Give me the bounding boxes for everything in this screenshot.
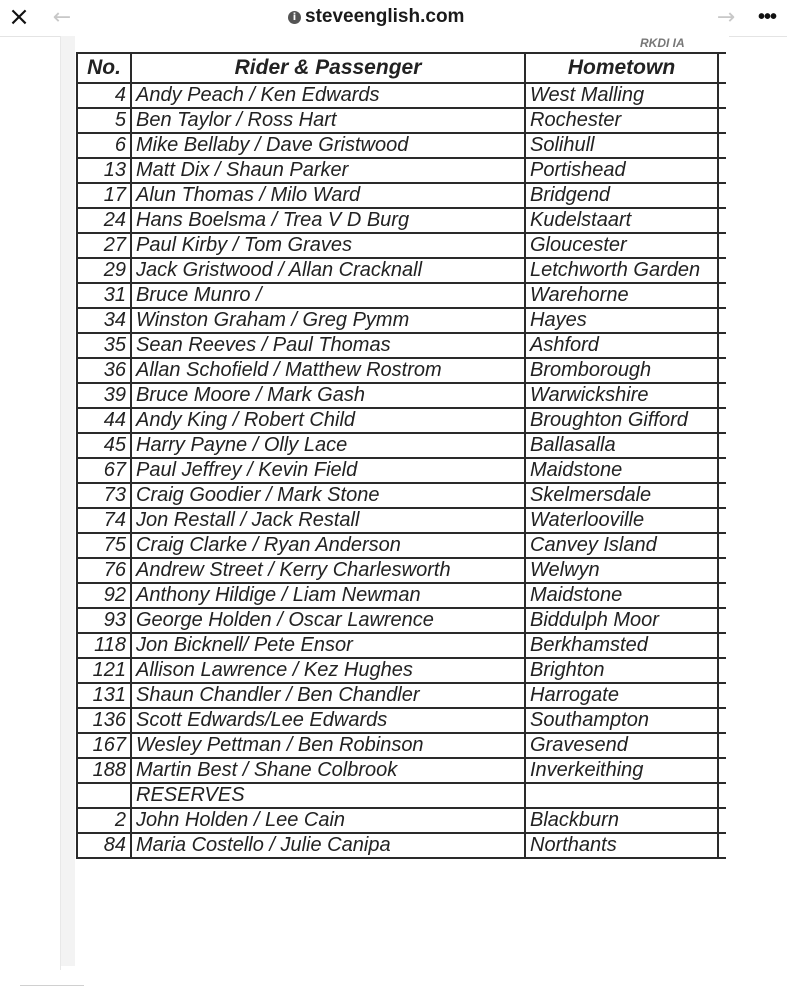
cell-hometown <box>525 783 718 808</box>
cell-rider: George Holden / Oscar Lawrence <box>131 608 525 633</box>
cell-hometown: Northants <box>525 833 718 858</box>
cell-no: 75 <box>77 533 131 558</box>
cell-hometown: West Malling <box>525 83 718 108</box>
table-row <box>77 133 726 158</box>
cell-hometown: Southampton <box>525 708 718 733</box>
cell-extra <box>718 558 726 583</box>
cell-extra <box>718 308 726 333</box>
cell-no: 2 <box>77 808 131 833</box>
cell-hometown: Canvey Island <box>525 533 718 558</box>
cell-extra <box>718 283 726 308</box>
table-header-row <box>77 53 726 83</box>
table-row <box>77 458 726 483</box>
cell-extra <box>718 383 726 408</box>
header-no: No. <box>77 53 131 83</box>
table-row <box>77 708 726 733</box>
cell-extra <box>718 83 726 108</box>
cell-rider: Jon Restall / Jack Restall <box>131 508 525 533</box>
cell-extra <box>718 533 726 558</box>
table-row <box>77 533 726 558</box>
cell-no: 36 <box>77 358 131 383</box>
cell-hometown: Welwyn <box>525 558 718 583</box>
cell-no: 13 <box>77 158 131 183</box>
table-row <box>77 733 726 758</box>
cell-no: 6 <box>77 133 131 158</box>
row-gutter <box>61 36 75 966</box>
table-row <box>77 358 726 383</box>
cell-rider: Craig Clarke / Ryan Anderson <box>131 533 525 558</box>
divider <box>20 985 84 986</box>
cell-no: 4 <box>77 83 131 108</box>
cell-hometown: Waterlooville <box>525 508 718 533</box>
cell-no: 27 <box>77 233 131 258</box>
table-row <box>77 608 726 633</box>
cell-extra <box>718 258 726 283</box>
cell-no: 167 <box>77 733 131 758</box>
cell-hometown: Solihull <box>525 133 718 158</box>
cell-rider: Shaun Chandler / Ben Chandler <box>131 683 525 708</box>
table-row <box>77 833 726 858</box>
cell-no: 44 <box>77 408 131 433</box>
cell-rider: Harry Payne / Olly Lace <box>131 433 525 458</box>
cell-rider: Winston Graham / Greg Pymm <box>131 308 525 333</box>
cell-extra <box>718 733 726 758</box>
cell-rider: Jack Gristwood / Allan Cracknall <box>131 258 525 283</box>
cell-no: 136 <box>77 708 131 733</box>
cell-no: 39 <box>77 383 131 408</box>
cell-extra <box>718 783 726 808</box>
cell-hometown: Warwickshire <box>525 383 718 408</box>
cell-rider: RESERVES <box>131 783 525 808</box>
table-row <box>77 483 726 508</box>
cell-hometown: Maidstone <box>525 583 718 608</box>
cell-extra <box>718 758 726 783</box>
page-bottom <box>0 970 787 1000</box>
cell-no: 188 <box>77 758 131 783</box>
cell-no: 73 <box>77 483 131 508</box>
cell-hometown: Gloucester <box>525 233 718 258</box>
cell-hometown: Brighton <box>525 658 718 683</box>
table-row <box>77 683 726 708</box>
cell-no: 92 <box>77 583 131 608</box>
address-bar[interactable] <box>288 4 464 30</box>
cell-extra <box>718 683 726 708</box>
cell-hometown: Portishead <box>525 158 718 183</box>
cell-hometown: Bridgend <box>525 183 718 208</box>
cell-hometown: Kudelstaart <box>525 208 718 233</box>
table-row <box>77 108 726 133</box>
table-row <box>77 658 726 683</box>
cell-extra <box>718 433 726 458</box>
cell-hometown: Skelmersdale <box>525 483 718 508</box>
cell-no: 31 <box>77 283 131 308</box>
cell-hometown: Letchworth Garden <box>525 258 718 283</box>
partial-column-header: RKDI IA <box>640 36 685 50</box>
cell-hometown: Blackburn <box>525 808 718 833</box>
table-row <box>77 808 726 833</box>
cell-hometown: Berkhamsted <box>525 633 718 658</box>
cell-hometown: Bromborough <box>525 358 718 383</box>
browser-toolbar <box>0 0 787 37</box>
more-options-icon[interactable]: ••• <box>757 5 776 28</box>
cell-rider: Martin Best / Shane Colbrook <box>131 758 525 783</box>
cell-extra <box>718 408 726 433</box>
cell-rider: Mike Bellaby / Dave Gristwood <box>131 133 525 158</box>
cell-extra <box>718 583 726 608</box>
cell-no: 17 <box>77 183 131 208</box>
table-row <box>77 558 726 583</box>
cell-hometown: Warehorne <box>525 283 718 308</box>
cell-no: 121 <box>77 658 131 683</box>
cell-rider: Andy Peach / Ken Edwards <box>131 83 525 108</box>
cell-no: 35 <box>77 333 131 358</box>
info-icon[interactable]: i <box>288 11 301 24</box>
entry-list-table <box>76 52 726 859</box>
cell-hometown: Harrogate <box>525 683 718 708</box>
cell-extra <box>718 233 726 258</box>
cell-extra <box>718 358 726 383</box>
cell-extra <box>718 158 726 183</box>
cell-rider: Craig Goodier / Mark Stone <box>131 483 525 508</box>
table-row <box>77 383 726 408</box>
cell-rider: Scott Edwards/Lee Edwards <box>131 708 525 733</box>
table-row <box>77 333 726 358</box>
cell-extra <box>718 183 726 208</box>
forward-arrow-icon[interactable]: → <box>716 4 736 30</box>
cell-extra <box>718 208 726 233</box>
cell-hometown: Ashford <box>525 333 718 358</box>
table-row <box>77 183 726 208</box>
cell-hometown: Broughton Gifford <box>525 408 718 433</box>
header-extra <box>718 53 726 83</box>
table-row <box>77 633 726 658</box>
cell-extra <box>718 133 726 158</box>
cell-no: 67 <box>77 458 131 483</box>
cell-hometown: Hayes <box>525 308 718 333</box>
table-row <box>77 508 726 533</box>
cell-no: 118 <box>77 633 131 658</box>
table-row <box>77 233 726 258</box>
cell-extra <box>718 708 726 733</box>
cell-no: 76 <box>77 558 131 583</box>
table-row <box>77 158 726 183</box>
cell-rider: Andy King / Robert Child <box>131 408 525 433</box>
cell-rider: Anthony Hildige / Liam Newman <box>131 583 525 608</box>
cell-rider: Maria Costello / Julie Canipa <box>131 833 525 858</box>
cell-no: 131 <box>77 683 131 708</box>
cell-rider: Paul Kirby / Tom Graves <box>131 233 525 258</box>
header-hometown: Hometown <box>525 53 718 83</box>
cell-rider: Allison Lawrence / Kez Hughes <box>131 658 525 683</box>
table-row <box>77 283 726 308</box>
cell-rider: Hans Boelsma / Trea V D Burg <box>131 208 525 233</box>
cell-rider: Matt Dix / Shaun Parker <box>131 158 525 183</box>
cell-hometown: Maidstone <box>525 458 718 483</box>
cell-rider: Andrew Street / Kerry Charlesworth <box>131 558 525 583</box>
cell-hometown: Ballasalla <box>525 433 718 458</box>
cell-extra <box>718 633 726 658</box>
table-row <box>77 583 726 608</box>
table-row <box>77 208 726 233</box>
cell-extra <box>718 483 726 508</box>
table-row <box>77 258 726 283</box>
cell-no: 45 <box>77 433 131 458</box>
cell-rider: Jon Bicknell/ Pete Ensor <box>131 633 525 658</box>
cell-extra <box>718 508 726 533</box>
cell-no: 5 <box>77 108 131 133</box>
cell-rider: Alun Thomas / Milo Ward <box>131 183 525 208</box>
cell-rider: Ben Taylor / Ross Hart <box>131 108 525 133</box>
table-row <box>77 83 726 108</box>
cell-no: 24 <box>77 208 131 233</box>
cell-extra <box>718 608 726 633</box>
cell-hometown: Gravesend <box>525 733 718 758</box>
cell-no: 93 <box>77 608 131 633</box>
cell-no: 34 <box>77 308 131 333</box>
cell-extra <box>718 458 726 483</box>
cell-rider: John Holden / Lee Cain <box>131 808 525 833</box>
cell-rider: Bruce Munro / <box>131 283 525 308</box>
cell-no: 74 <box>77 508 131 533</box>
cell-extra <box>718 833 726 858</box>
cell-extra <box>718 333 726 358</box>
back-arrow-icon[interactable]: ← <box>52 4 72 30</box>
cell-rider: Wesley Pettman / Ben Robinson <box>131 733 525 758</box>
header-rider: Rider & Passenger <box>131 53 525 83</box>
table-row <box>77 433 726 458</box>
cell-rider: Allan Schofield / Matthew Rostrom <box>131 358 525 383</box>
table-row <box>77 408 726 433</box>
cell-rider: Sean Reeves / Paul Thomas <box>131 333 525 358</box>
cell-extra <box>718 658 726 683</box>
cell-hometown: Inverkeithing <box>525 758 718 783</box>
cell-hometown: Rochester <box>525 108 718 133</box>
table-row <box>77 783 726 808</box>
close-icon[interactable]: × <box>8 2 30 32</box>
url-text: steveenglish.com <box>305 6 465 27</box>
cell-extra <box>718 108 726 133</box>
table-row <box>77 308 726 333</box>
table-row <box>77 758 726 783</box>
cell-rider: Paul Jeffrey / Kevin Field <box>131 458 525 483</box>
cell-no: 84 <box>77 833 131 858</box>
cell-extra <box>718 808 726 833</box>
cell-no <box>77 783 131 808</box>
cell-rider: Bruce Moore / Mark Gash <box>131 383 525 408</box>
cell-hometown: Biddulph Moor <box>525 608 718 633</box>
cell-no: 29 <box>77 258 131 283</box>
